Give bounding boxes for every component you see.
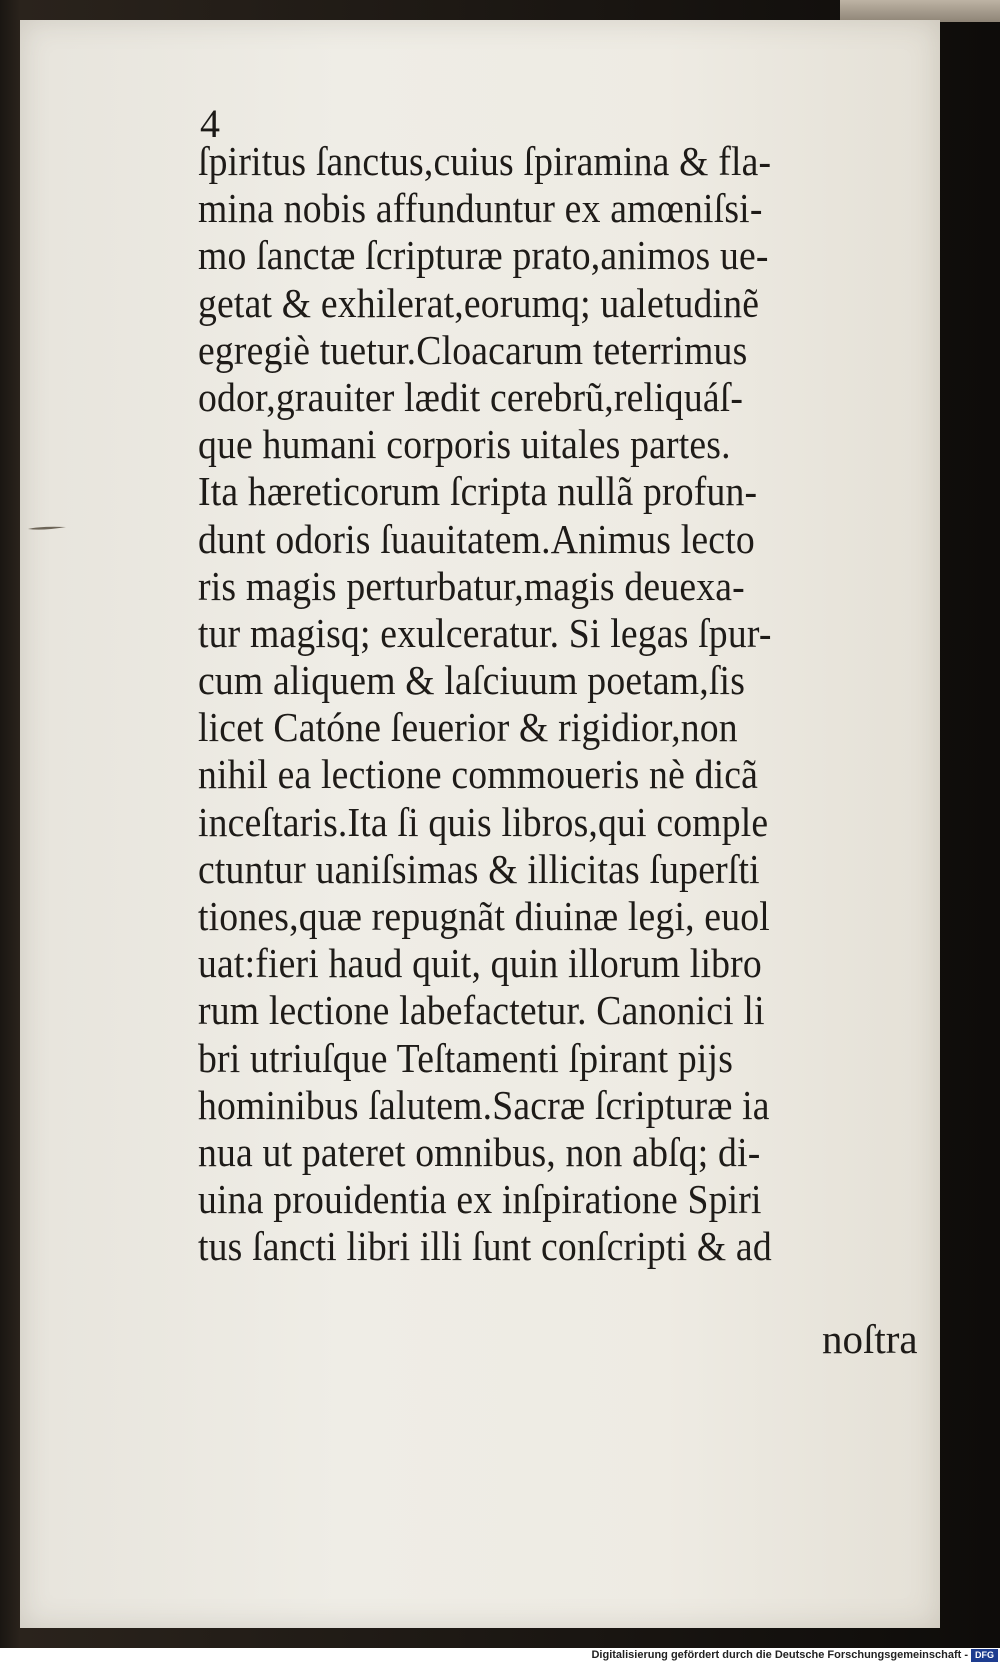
text-line: tiones,quæ repugnãt diuinæ legi, euol: [198, 893, 770, 939]
text-line: que humani corporis uitales partes.: [198, 421, 731, 468]
text-line: uina prouidentia ex inſpiratione Spiri: [198, 1176, 762, 1223]
text-line: ris magis perturbatur,magis deuexa-: [198, 562, 745, 609]
page-corner-edge: [840, 0, 1000, 22]
text-line: mina nobis affunduntur ex amœniſsi-: [198, 185, 763, 232]
text-line: getat & exhilerat,eorumq; ualetudinẽ: [198, 279, 760, 326]
dfg-logo: DFG: [971, 1649, 998, 1662]
catchword: noſtra: [822, 1316, 918, 1362]
text-line: uat:fieri haud quit, quin illorum libro: [198, 940, 762, 987]
text-line: odor,grauiter lædit cerebrũ,reliquáſ-: [198, 373, 744, 420]
text-line: nua ut pateret omnibus, non abſq; di-: [198, 1128, 761, 1175]
text-line: ctuntur uaniſsimas & illicitas ſuperſti: [198, 845, 760, 892]
text-line: hominibus ſalutem.Sacræ ſcripturæ ia: [198, 1081, 770, 1128]
text-line: Ita hæreticorum ſcripta nullã profun-: [198, 468, 758, 515]
text-line: dunt odoris ſuauitatem.Animus lecto: [198, 515, 755, 562]
text-line: nihil ea lectione commoueris nè dicã: [198, 751, 759, 798]
footer-bar: [0, 1648, 1000, 1665]
text-line: cum aliquem & laſciuum poetam,ſis: [198, 657, 746, 704]
text-line: mo ſanctæ ſcripturæ prato,animos ue-: [198, 232, 769, 279]
pointer-mark-icon: [28, 522, 68, 536]
funding-credit: Digitalisierung gefördert durch die Deutsche Forschungsgemeinschaft -: [591, 1649, 968, 1661]
text-line: egregiè tuetur.Cloacarum teterrimus: [198, 326, 748, 373]
text-line: rum lectione labefactetur. Canonici li: [198, 987, 765, 1034]
text-line: tur magisq; exulceratur. Si legas ſpur-: [198, 609, 772, 656]
text-line: inceſtaris.Ita ſi quis libros,qui comple: [198, 798, 769, 845]
page-number: 4: [200, 101, 220, 146]
body-text: [198, 138, 938, 1271]
text-line: bri utriuſque Teſtamenti ſpirant pijs: [198, 1034, 734, 1081]
text-line: licet Catóne ſeuerior & rigidior,non: [198, 704, 738, 751]
text-line: tus ſancti libri illi ſunt conſcripti & ad: [198, 1223, 772, 1270]
text-line: ſpiritus ſanctus,cuius ſpiramina & fla-: [198, 138, 772, 184]
